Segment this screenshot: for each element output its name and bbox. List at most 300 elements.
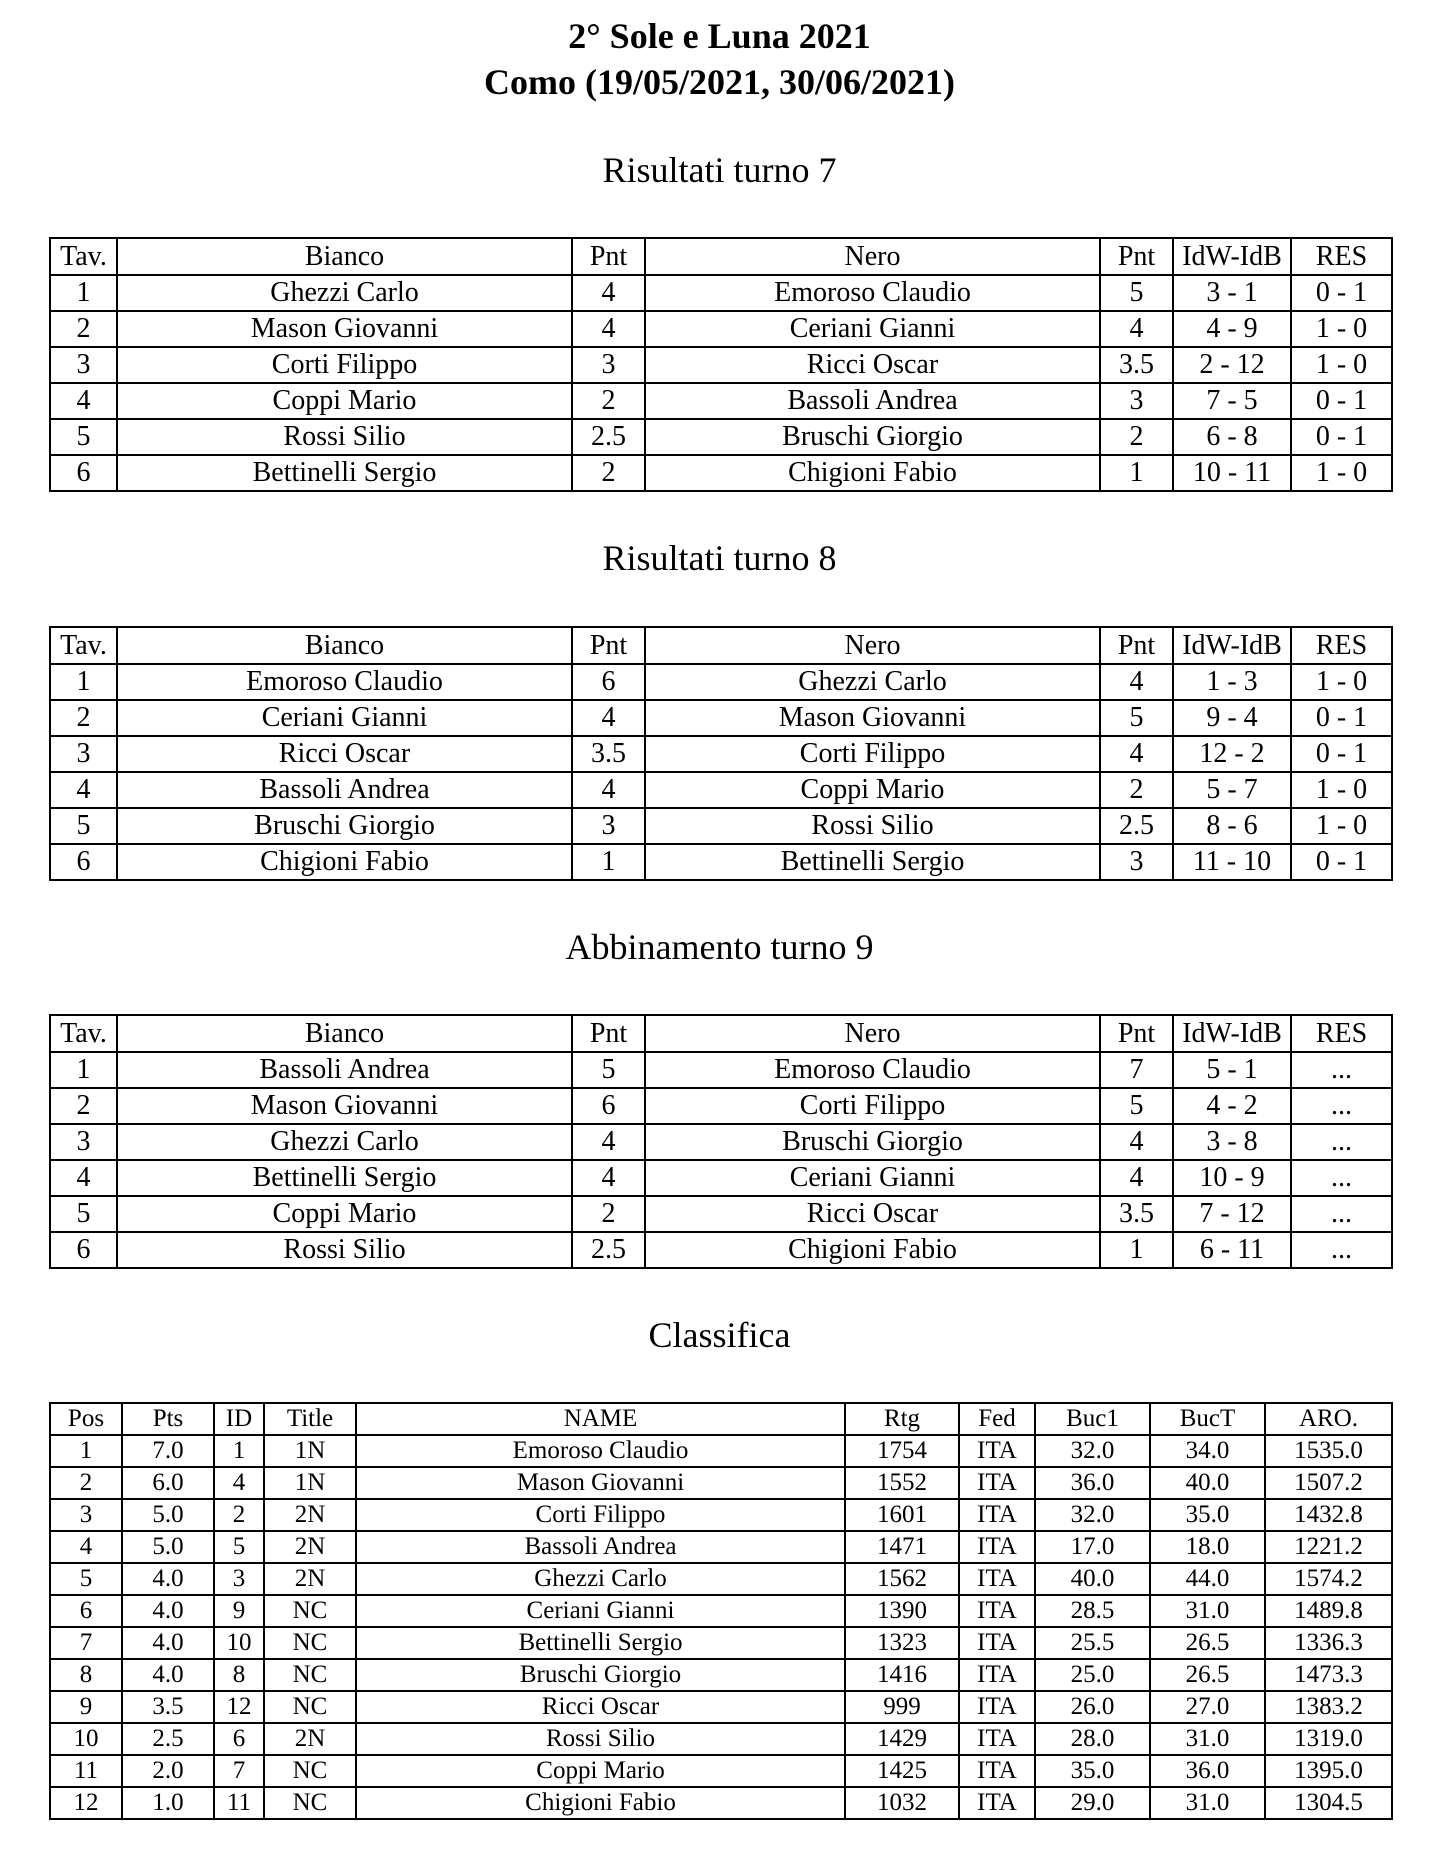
column-header: Bianco [117, 1015, 572, 1052]
table-cell: 1383.2 [1265, 1691, 1392, 1723]
table-cell: 6 [572, 1088, 645, 1124]
round-9-heading: Abbinamento turno 9 [565, 927, 874, 967]
table-cell: 2 [50, 311, 117, 347]
table-cell: 17.0 [1035, 1531, 1150, 1563]
table-cell: 1754 [845, 1435, 959, 1467]
table-row [50, 1499, 1392, 1531]
column-header: BucT [1150, 1403, 1265, 1435]
table-cell: 1425 [845, 1755, 959, 1787]
table-cell: 2 [572, 383, 645, 419]
column-header: IdW-IdB [1173, 627, 1291, 664]
table-cell: 3 - 1 [1173, 275, 1291, 311]
table-cell: 5 [1100, 700, 1173, 736]
table-cell: 1473.3 [1265, 1659, 1392, 1691]
page-subtitle: Como (19/05/2021, 30/06/2021) [484, 62, 955, 102]
table-row [50, 383, 1392, 419]
table-cell: 2 [214, 1499, 264, 1531]
table-cell: 2.5 [122, 1723, 214, 1755]
table-cell: 11 [50, 1755, 122, 1787]
table-cell: Ceriani Gianni [117, 700, 572, 736]
table-cell: 6 [50, 844, 117, 880]
table-cell: 2 [1100, 772, 1173, 808]
standings-table [49, 1402, 1393, 1820]
table-cell: Ricci Oscar [645, 1196, 1100, 1232]
table-cell: 11 - 10 [1173, 844, 1291, 880]
table-cell: ... [1291, 1088, 1392, 1124]
column-header: RES [1291, 238, 1392, 275]
table-cell: 3.5 [572, 736, 645, 772]
table-cell: 3.5 [122, 1691, 214, 1723]
table-cell: 5 [50, 808, 117, 844]
table-row [50, 772, 1392, 808]
table-cell: 2N [264, 1563, 356, 1595]
table-cell: 27.0 [1150, 1691, 1265, 1723]
table-cell: 34.0 [1150, 1435, 1265, 1467]
table-cell: 4 [572, 275, 645, 311]
table-row [50, 1787, 1392, 1819]
table-cell: 5 - 1 [1173, 1052, 1291, 1088]
table-cell: 1 - 0 [1291, 808, 1392, 844]
table-cell: 3 [50, 1124, 117, 1160]
table-cell: 9 [50, 1691, 122, 1723]
table-cell: Bassoli Andrea [356, 1531, 845, 1563]
table-row [50, 419, 1392, 455]
table-row [50, 455, 1392, 491]
table-cell: 5 [1100, 275, 1173, 311]
table-cell: 6 - 8 [1173, 419, 1291, 455]
table-cell: ... [1291, 1052, 1392, 1088]
table-cell: NC [264, 1691, 356, 1723]
table-cell: 6 [572, 664, 645, 700]
table-cell: Mason Giovanni [117, 1088, 572, 1124]
table-cell: Bassoli Andrea [645, 383, 1100, 419]
table-cell: NC [264, 1659, 356, 1691]
table-cell: 4 [50, 1160, 117, 1196]
column-header: Nero [645, 627, 1100, 664]
table-cell: 1552 [845, 1467, 959, 1499]
column-header: Title [264, 1403, 356, 1435]
table-cell: Coppi Mario [117, 1196, 572, 1232]
table-cell: 0 - 1 [1291, 700, 1392, 736]
table-cell: 5 [50, 419, 117, 455]
table-cell: 1 - 0 [1291, 347, 1392, 383]
table-cell: Ricci Oscar [645, 347, 1100, 383]
table-cell: Bruschi Giorgio [645, 1124, 1100, 1160]
table-cell: Corti Filippo [645, 736, 1100, 772]
table-cell: 2N [264, 1499, 356, 1531]
table-cell: 4 [1100, 1124, 1173, 1160]
table-cell: 2.0 [122, 1755, 214, 1787]
table-cell: 4 [50, 1531, 122, 1563]
column-header: ID [214, 1403, 264, 1435]
table-cell: 26.5 [1150, 1659, 1265, 1691]
table-row [50, 808, 1392, 844]
table-cell: 2 - 12 [1173, 347, 1291, 383]
table-cell: 40.0 [1035, 1563, 1150, 1595]
table-cell: ITA [959, 1595, 1035, 1627]
column-header: RES [1291, 1015, 1392, 1052]
table-cell: 12 [214, 1691, 264, 1723]
column-header: Pnt [572, 238, 645, 275]
table-cell: Mason Giovanni [117, 311, 572, 347]
table-row [50, 1531, 1392, 1563]
table-cell: 8 [214, 1659, 264, 1691]
column-header: Nero [645, 238, 1100, 275]
table-cell: Ghezzi Carlo [117, 275, 572, 311]
table-row [50, 1723, 1392, 1755]
table-cell: 1507.2 [1265, 1467, 1392, 1499]
table-cell: 32.0 [1035, 1435, 1150, 1467]
table-cell: 1 [50, 1435, 122, 1467]
table-cell: 8 [50, 1659, 122, 1691]
table-cell: 5 [50, 1196, 117, 1232]
table-cell: 5.0 [122, 1531, 214, 1563]
table-cell: ITA [959, 1691, 1035, 1723]
table-cell: 4.0 [122, 1659, 214, 1691]
table-row [50, 1755, 1392, 1787]
table-row [50, 736, 1392, 772]
table-row [50, 347, 1392, 383]
column-header: Pnt [1100, 627, 1173, 664]
table-cell: Ceriani Gianni [356, 1595, 845, 1627]
table-cell: 2 [50, 700, 117, 736]
table-cell: 8 - 6 [1173, 808, 1291, 844]
table-cell: ITA [959, 1531, 1035, 1563]
table-row [50, 1124, 1392, 1160]
table-cell: 6.0 [122, 1467, 214, 1499]
table-cell: 1601 [845, 1499, 959, 1531]
table-cell: Rossi Silio [645, 808, 1100, 844]
column-header: NAME [356, 1403, 845, 1435]
table-cell: Bettinelli Sergio [117, 1160, 572, 1196]
table-cell: Bruschi Giorgio [645, 419, 1100, 455]
table-cell: 1 - 0 [1291, 664, 1392, 700]
table-cell: Chigioni Fabio [356, 1787, 845, 1819]
table-cell: 0 - 1 [1291, 844, 1392, 880]
table-cell: Bettinelli Sergio [356, 1627, 845, 1659]
table-cell: 25.5 [1035, 1627, 1150, 1659]
table-row [50, 1088, 1392, 1124]
table-cell: 1336.3 [1265, 1627, 1392, 1659]
table-cell: 0 - 1 [1291, 736, 1392, 772]
table-cell: 26.5 [1150, 1627, 1265, 1659]
round-7-table [49, 237, 1393, 492]
table-cell: 4 [50, 772, 117, 808]
table-cell: 0 - 1 [1291, 275, 1392, 311]
table-cell: 1 [50, 1052, 117, 1088]
table-cell: ITA [959, 1787, 1035, 1819]
table-cell: 3 [1100, 844, 1173, 880]
table-cell: 3.5 [1100, 347, 1173, 383]
table-cell: 1390 [845, 1595, 959, 1627]
table-cell: Bettinelli Sergio [117, 455, 572, 491]
table-cell: 5 [1100, 1088, 1173, 1124]
table-cell: 6 [214, 1723, 264, 1755]
table-cell: 12 [50, 1787, 122, 1819]
table-cell: 26.0 [1035, 1691, 1150, 1723]
table-cell: Coppi Mario [117, 383, 572, 419]
table-cell: Ghezzi Carlo [356, 1563, 845, 1595]
table-cell: Rossi Silio [356, 1723, 845, 1755]
table-cell: 9 [214, 1595, 264, 1627]
table-cell: 1 [1100, 455, 1173, 491]
table-cell: Ghezzi Carlo [117, 1124, 572, 1160]
table-cell: ITA [959, 1723, 1035, 1755]
header-row [50, 627, 1392, 664]
column-header: Rtg [845, 1403, 959, 1435]
table-cell: 4 - 9 [1173, 311, 1291, 347]
table-row [50, 1467, 1392, 1499]
table-cell: 1 - 0 [1291, 455, 1392, 491]
column-header: RES [1291, 627, 1392, 664]
table-cell: 1221.2 [1265, 1531, 1392, 1563]
table-cell: ITA [959, 1659, 1035, 1691]
table-row [50, 1232, 1392, 1268]
table-cell: 7 - 5 [1173, 383, 1291, 419]
table-cell: 2.5 [572, 419, 645, 455]
table-cell: 35.0 [1150, 1499, 1265, 1531]
table-cell: 1 [1100, 1232, 1173, 1268]
table-row [50, 1627, 1392, 1659]
table-cell: 5 [572, 1052, 645, 1088]
table-cell: 5 - 7 [1173, 772, 1291, 808]
table-row [50, 1659, 1392, 1691]
table-cell: Rossi Silio [117, 419, 572, 455]
table-cell: 1 [50, 664, 117, 700]
table-cell: 32.0 [1035, 1499, 1150, 1531]
table-cell: 1.0 [122, 1787, 214, 1819]
table-cell: 2.5 [572, 1232, 645, 1268]
table-cell: 28.0 [1035, 1723, 1150, 1755]
table-cell: 31.0 [1150, 1595, 1265, 1627]
table-cell: 0 - 1 [1291, 419, 1392, 455]
header-row [50, 1015, 1392, 1052]
table-cell: 3 [572, 347, 645, 383]
column-header: IdW-IdB [1173, 238, 1291, 275]
table-cell: 4 [572, 1160, 645, 1196]
table-cell: 1323 [845, 1627, 959, 1659]
table-cell: 4 [572, 772, 645, 808]
table-cell: Emoroso Claudio [645, 1052, 1100, 1088]
table-cell: 4 [1100, 736, 1173, 772]
table-cell: 1471 [845, 1531, 959, 1563]
standings-heading: Classifica [648, 1315, 791, 1355]
table-cell: 44.0 [1150, 1563, 1265, 1595]
table-row [50, 1160, 1392, 1196]
table-cell: 35.0 [1035, 1755, 1150, 1787]
table-cell: 3 [214, 1563, 264, 1595]
header-row [50, 238, 1392, 275]
table-cell: NC [264, 1595, 356, 1627]
table-cell: 2 [572, 1196, 645, 1232]
table-cell: NC [264, 1755, 356, 1787]
table-cell: 5 [50, 1563, 122, 1595]
column-header: Buc1 [1035, 1403, 1150, 1435]
table-cell: Bruschi Giorgio [356, 1659, 845, 1691]
table-cell: Ricci Oscar [356, 1691, 845, 1723]
table-cell: Coppi Mario [356, 1755, 845, 1787]
table-cell: ... [1291, 1232, 1392, 1268]
table-cell: 6 [50, 1595, 122, 1627]
table-cell: 12 - 2 [1173, 736, 1291, 772]
table-cell: 1395.0 [1265, 1755, 1392, 1787]
table-row [50, 844, 1392, 880]
table-cell: Emoroso Claudio [117, 664, 572, 700]
table-cell: 1032 [845, 1787, 959, 1819]
table-cell: ITA [959, 1627, 1035, 1659]
table-cell: 2 [1100, 419, 1173, 455]
table-cell: Corti Filippo [117, 347, 572, 383]
table-cell: 31.0 [1150, 1787, 1265, 1819]
table-cell: 18.0 [1150, 1531, 1265, 1563]
column-header: Tav. [50, 627, 117, 664]
table-cell: 4 [1100, 1160, 1173, 1196]
table-cell: 5.0 [122, 1499, 214, 1531]
table-row [50, 1563, 1392, 1595]
table-cell: 1 - 0 [1291, 772, 1392, 808]
table-cell: Corti Filippo [356, 1499, 845, 1531]
column-header: Pos [50, 1403, 122, 1435]
table-cell: Mason Giovanni [645, 700, 1100, 736]
table-cell: 4.0 [122, 1627, 214, 1659]
table-cell: ITA [959, 1499, 1035, 1531]
table-cell: 7 [1100, 1052, 1173, 1088]
table-cell: 4 [214, 1467, 264, 1499]
table-cell: 3 [50, 347, 117, 383]
table-cell: ... [1291, 1160, 1392, 1196]
table-cell: 10 [214, 1627, 264, 1659]
table-cell: 6 [50, 455, 117, 491]
table-cell: 1 [50, 275, 117, 311]
table-row [50, 700, 1392, 736]
table-cell: 1304.5 [1265, 1787, 1392, 1819]
table-cell: 4 [50, 383, 117, 419]
column-header: Bianco [117, 627, 572, 664]
table-cell: 5 [214, 1531, 264, 1563]
table-cell: Ceriani Gianni [645, 311, 1100, 347]
table-cell: 9 - 4 [1173, 700, 1291, 736]
table-cell: 3 [1100, 383, 1173, 419]
table-cell: 7 [50, 1627, 122, 1659]
table-cell: Rossi Silio [117, 1232, 572, 1268]
table-cell: 4 [1100, 664, 1173, 700]
column-header: Tav. [50, 1015, 117, 1052]
column-header: Pnt [572, 627, 645, 664]
table-cell: ITA [959, 1467, 1035, 1499]
table-cell: 2N [264, 1531, 356, 1563]
table-cell: 4.0 [122, 1563, 214, 1595]
table-cell: 4 - 2 [1173, 1088, 1291, 1124]
table-cell: 1 - 0 [1291, 311, 1392, 347]
table-cell: 11 [214, 1787, 264, 1819]
table-cell: Ricci Oscar [117, 736, 572, 772]
table-row [50, 1196, 1392, 1232]
table-cell: Bettinelli Sergio [645, 844, 1100, 880]
table-cell: 36.0 [1035, 1467, 1150, 1499]
table-cell: 25.0 [1035, 1659, 1150, 1691]
table-cell: 1432.8 [1265, 1499, 1392, 1531]
table-cell: ... [1291, 1124, 1392, 1160]
table-cell: 1429 [845, 1723, 959, 1755]
table-cell: 0 - 1 [1291, 383, 1392, 419]
table-cell: 1535.0 [1265, 1435, 1392, 1467]
table-cell: NC [264, 1787, 356, 1819]
table-cell: 4 [572, 700, 645, 736]
page-title: 2° Sole e Luna 2021 [568, 16, 871, 56]
column-header: IdW-IdB [1173, 1015, 1291, 1052]
table-cell: 28.5 [1035, 1595, 1150, 1627]
table-cell: Chigioni Fabio [645, 1232, 1100, 1268]
table-row [50, 1052, 1392, 1088]
column-header: ARO. [1265, 1403, 1392, 1435]
table-cell: Bruschi Giorgio [117, 808, 572, 844]
column-header: Nero [645, 1015, 1100, 1052]
column-header: Tav. [50, 238, 117, 275]
table-cell: 6 - 11 [1173, 1232, 1291, 1268]
table-cell: Corti Filippo [645, 1088, 1100, 1124]
table-cell: 2 [50, 1467, 122, 1499]
table-cell: 29.0 [1035, 1787, 1150, 1819]
table-cell: 1319.0 [1265, 1723, 1392, 1755]
table-cell: 4 [572, 311, 645, 347]
header-row [50, 1403, 1392, 1435]
table-cell: 3 - 8 [1173, 1124, 1291, 1160]
table-cell: 7.0 [122, 1435, 214, 1467]
table-row [50, 1595, 1392, 1627]
table-cell: Chigioni Fabio [645, 455, 1100, 491]
table-cell: 3 [50, 736, 117, 772]
table-cell: 1416 [845, 1659, 959, 1691]
table-cell: 3.5 [1100, 1196, 1173, 1232]
table-cell: Emoroso Claudio [356, 1435, 845, 1467]
table-cell: Mason Giovanni [356, 1467, 845, 1499]
table-cell: Emoroso Claudio [645, 275, 1100, 311]
table-cell: 1 [214, 1435, 264, 1467]
round-8-table [49, 626, 1393, 881]
round-8-heading: Risultati turno 8 [602, 538, 837, 578]
table-row [50, 275, 1392, 311]
table-cell: 1N [264, 1435, 356, 1467]
table-cell: 1 - 3 [1173, 664, 1291, 700]
table-cell: 4 [1100, 311, 1173, 347]
table-cell: 6 [50, 1232, 117, 1268]
table-cell: 31.0 [1150, 1723, 1265, 1755]
table-cell: 1574.2 [1265, 1563, 1392, 1595]
table-cell: 1 [572, 844, 645, 880]
table-cell: ... [1291, 1196, 1392, 1232]
round-7-heading: Risultati turno 7 [602, 150, 837, 190]
column-header: Fed [959, 1403, 1035, 1435]
table-cell: Bassoli Andrea [117, 1052, 572, 1088]
table-cell: Ceriani Gianni [645, 1160, 1100, 1196]
table-cell: ITA [959, 1563, 1035, 1595]
round-9-table [49, 1014, 1393, 1269]
column-header: Pnt [1100, 238, 1173, 275]
table-cell: 2 [50, 1088, 117, 1124]
table-cell: 2.5 [1100, 808, 1173, 844]
table-cell: 40.0 [1150, 1467, 1265, 1499]
column-header: Bianco [117, 238, 572, 275]
table-cell: 10 [50, 1723, 122, 1755]
table-cell: 2N [264, 1723, 356, 1755]
table-cell: 1562 [845, 1563, 959, 1595]
table-cell: Bassoli Andrea [117, 772, 572, 808]
table-cell: ITA [959, 1755, 1035, 1787]
table-cell: 3 [50, 1499, 122, 1531]
table-cell: 36.0 [1150, 1755, 1265, 1787]
table-row [50, 311, 1392, 347]
table-cell: 999 [845, 1691, 959, 1723]
